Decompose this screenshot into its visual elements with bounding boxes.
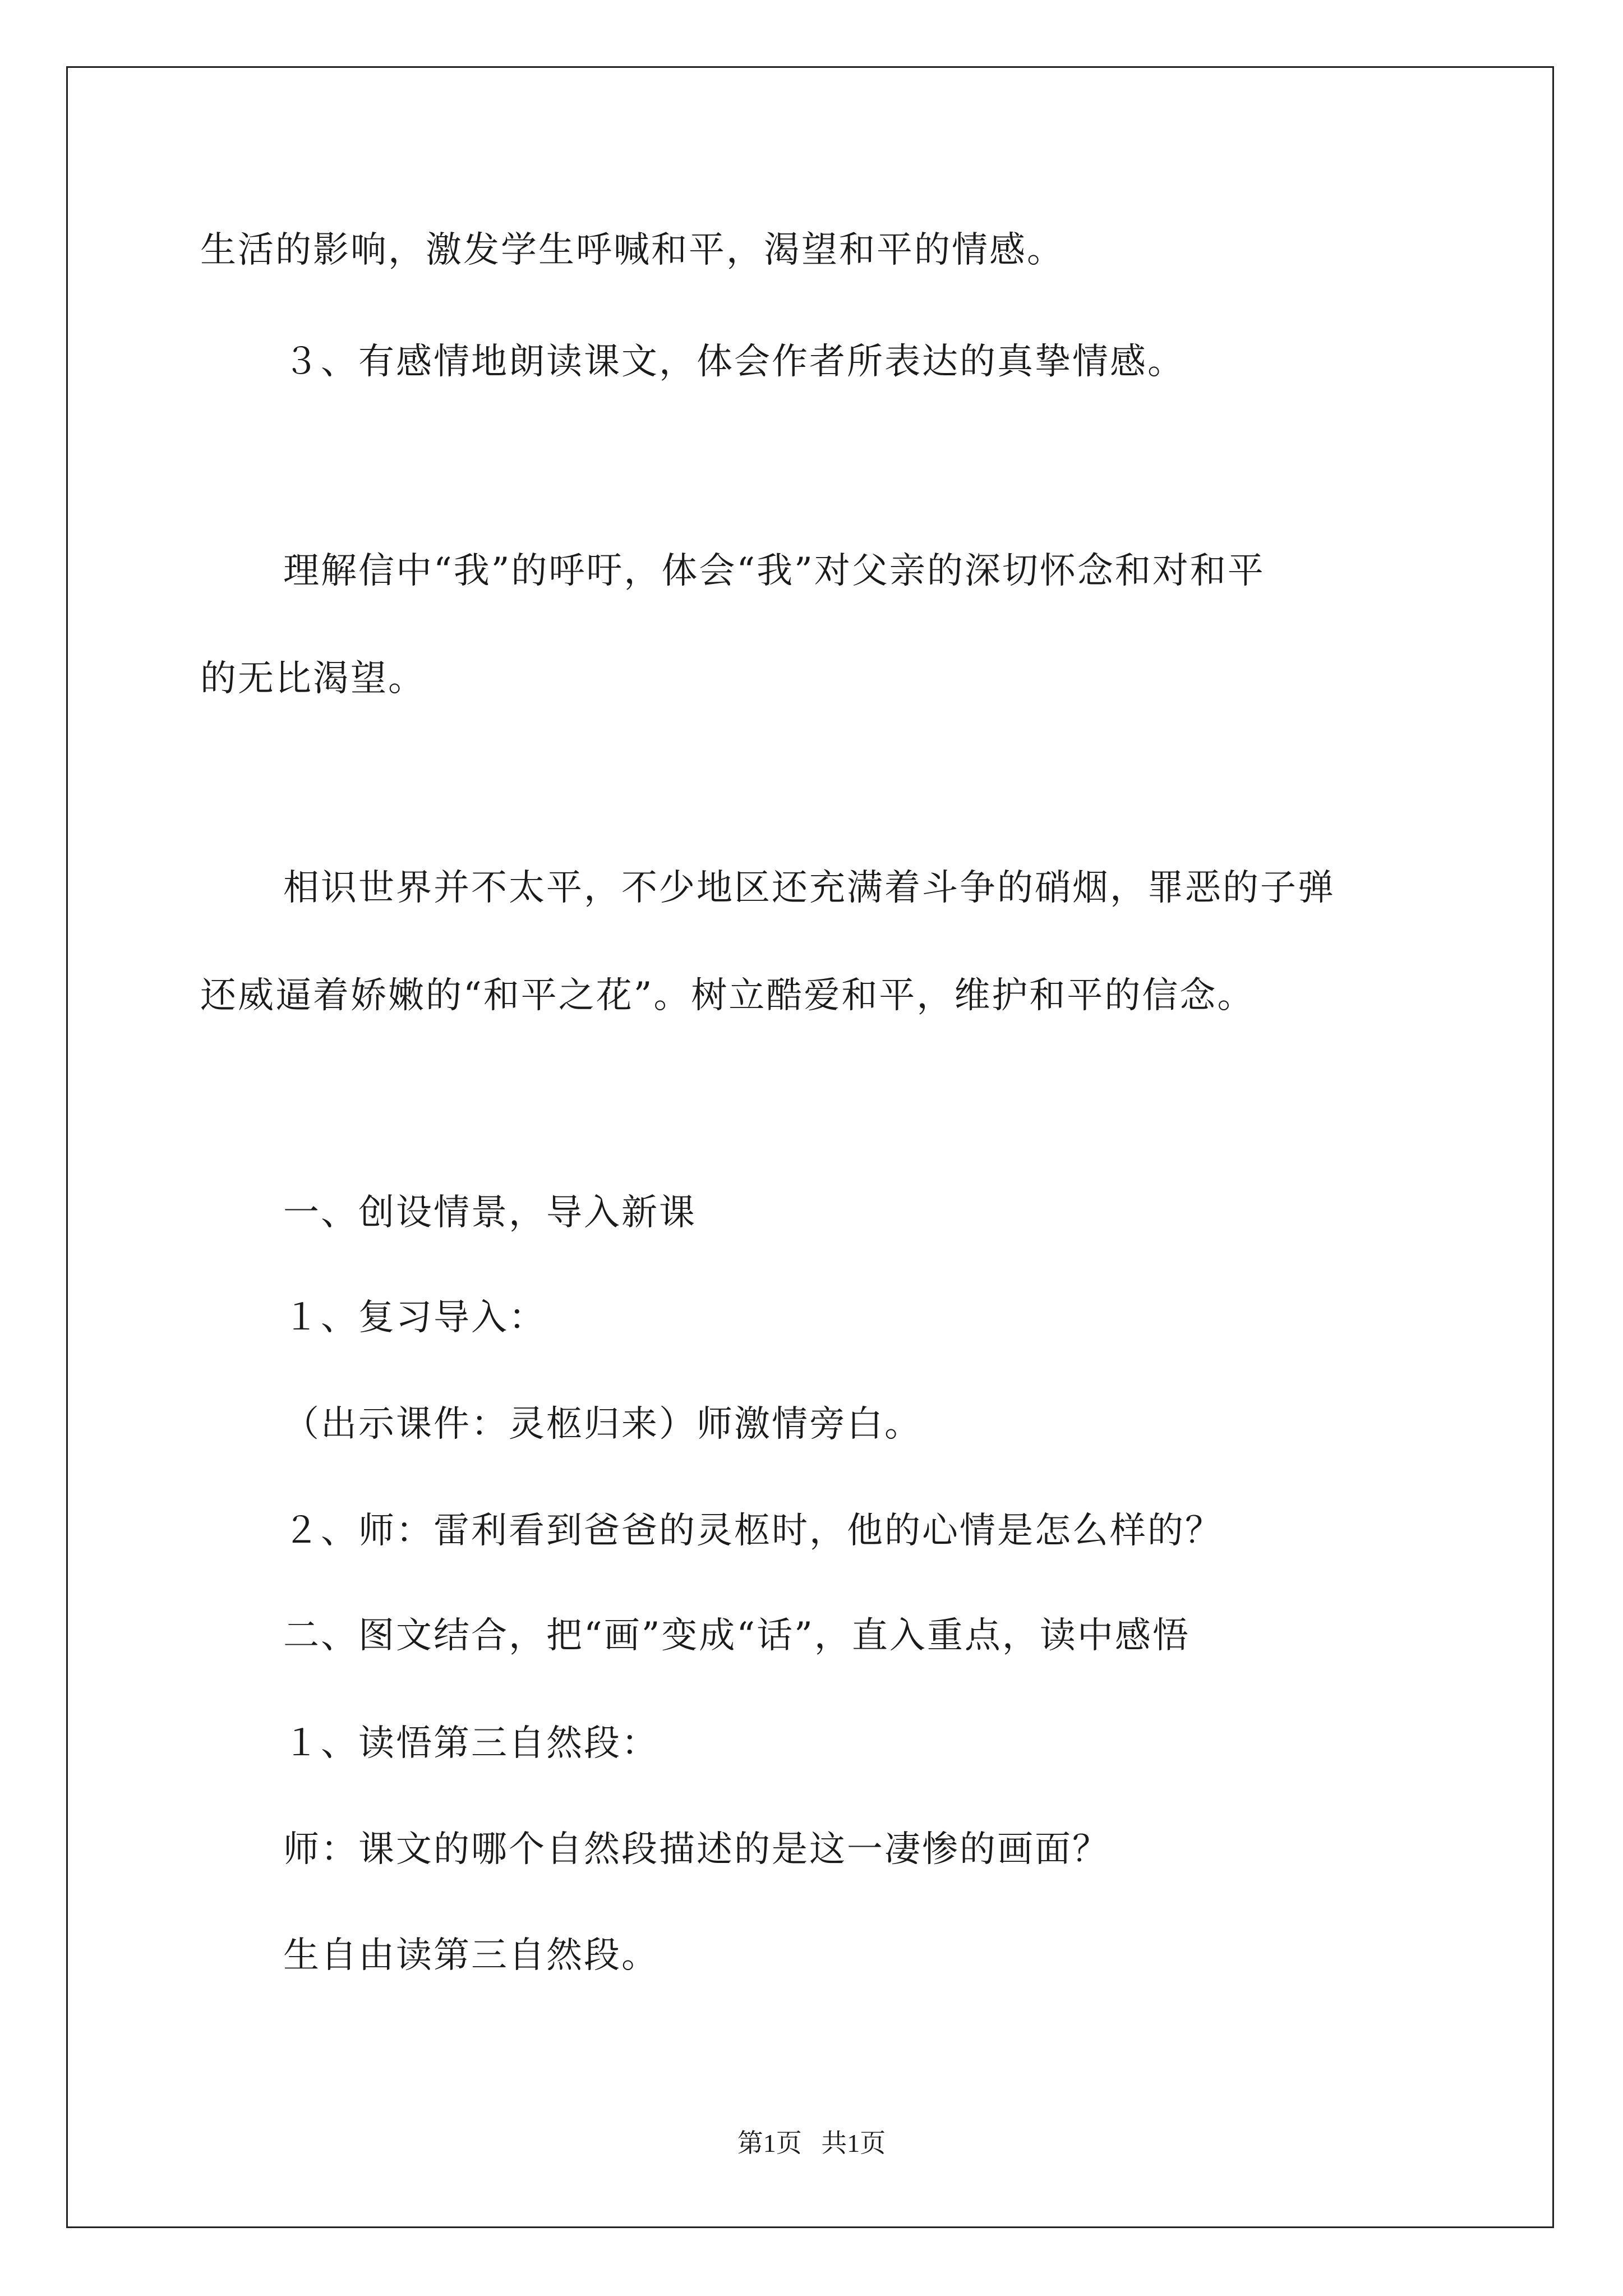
paragraph-line-10: ２、师：雷利看到爸爸的灵柩时，他的心情是怎么样的？ xyxy=(283,1510,1223,1552)
paragraph-line-1: 生活的影响，激发学生呼喊和平，渴望和平的情感。 xyxy=(200,229,1064,271)
paragraph-line-5: 相识世界并不太平，不少地区还充满着斗争的硝烟，罪恶的子弹 xyxy=(283,867,1335,909)
section-heading-2: 二、图文结合，把“画”变成“话”，直入重点，读中感悟 xyxy=(283,1615,1190,1657)
paragraph-line-2: ３、有感情地朗读课文，体会作者所表达的真挚情感。 xyxy=(283,341,1185,383)
paragraph-line-9: （出示课件：灵柩归来）师激情旁白。 xyxy=(283,1404,922,1445)
page-footer: 第1页 共1页 xyxy=(737,2129,886,2157)
paragraph-line-13: 师：课文的哪个自然段描述的是这一凄惨的画面？ xyxy=(283,1829,1110,1870)
paragraph-line-14: 生自由读第三自然段。 xyxy=(283,1935,659,1976)
paragraph-line-4: 的无比渴望。 xyxy=(200,658,426,700)
paragraph-line-8: １、复习导入： xyxy=(283,1297,546,1338)
paragraph-line-6: 还威逼着娇嫩的“和平之花”。树立酷爱和平，维护和平的信念。 xyxy=(200,975,1255,1016)
paragraph-line-3: 理解信中“我”的呼吁，体会“我”对父亲的深切怀念和对和平 xyxy=(283,550,1265,592)
section-heading-1: 一、创设情景，导入新课 xyxy=(283,1192,697,1234)
page-border xyxy=(66,66,1554,2228)
paragraph-line-12: １、读悟第三自然段： xyxy=(283,1723,659,1764)
